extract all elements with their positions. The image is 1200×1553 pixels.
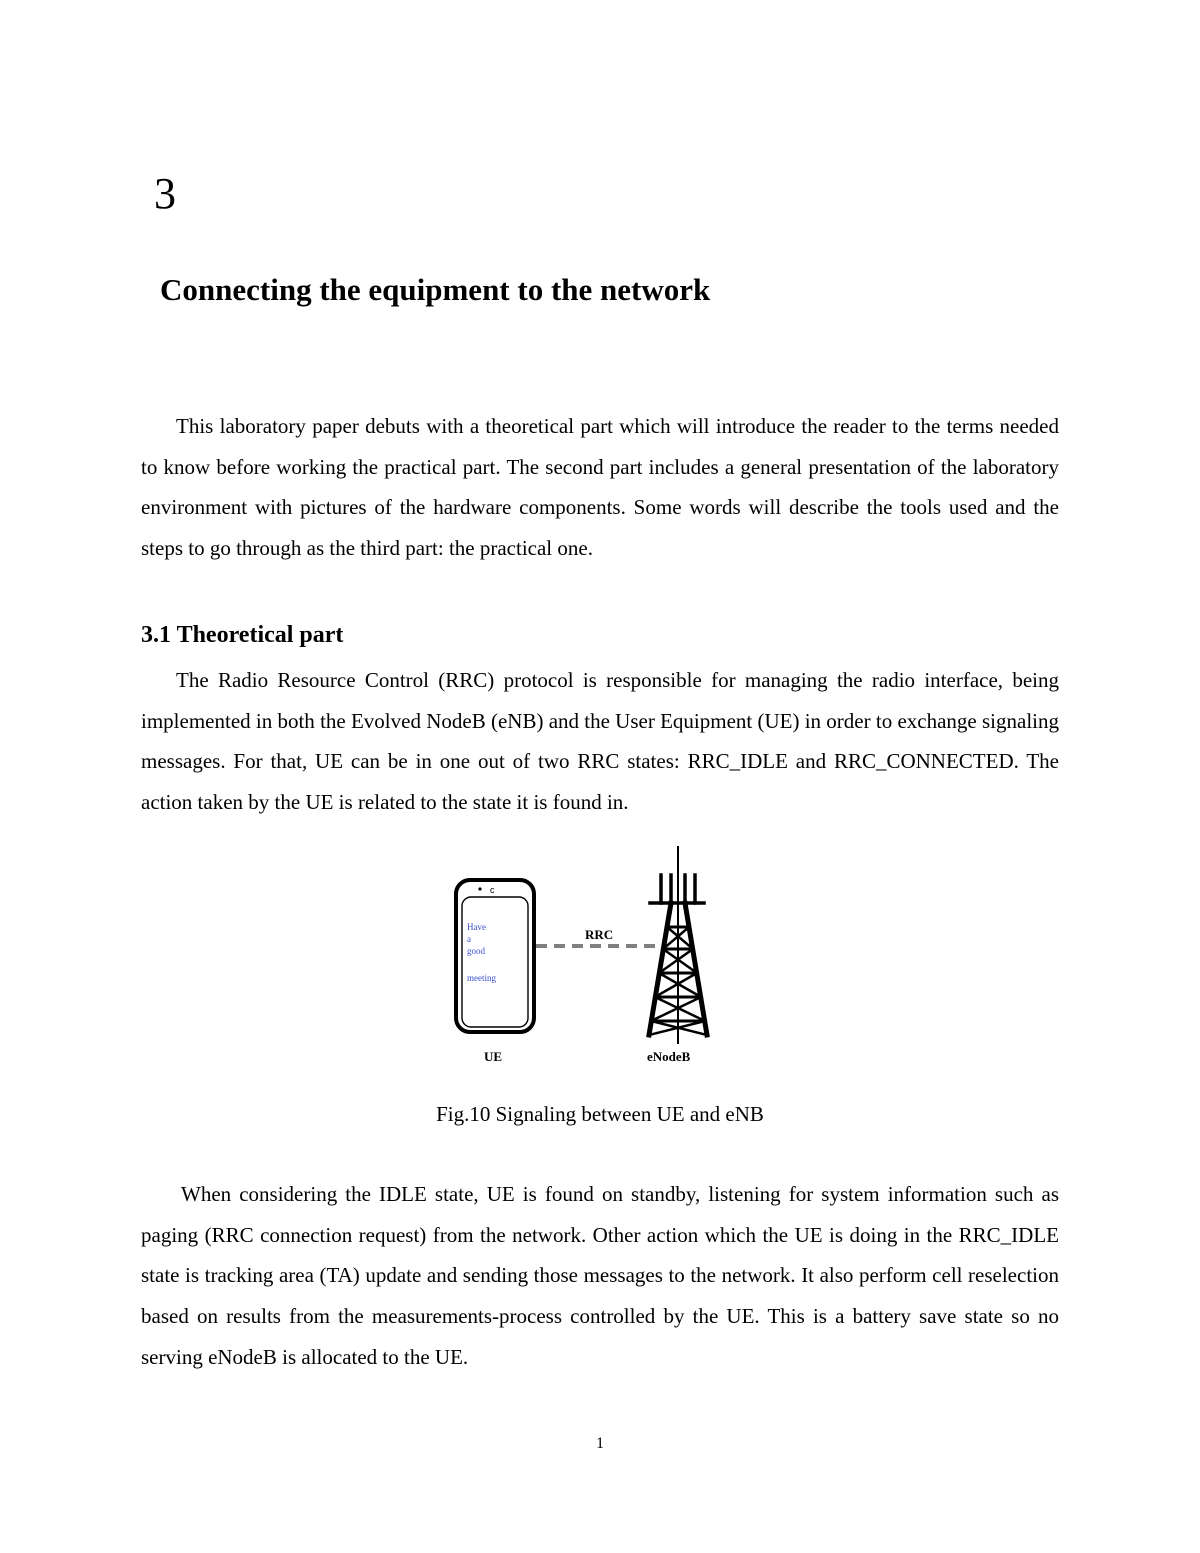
signaling-figure xyxy=(440,845,740,1075)
phone-screen-line: good xyxy=(467,946,485,956)
phone-screen-line: Have xyxy=(467,922,486,932)
intro-paragraph: This laboratory paper debuts with a theoretical part which will introduce the reader to the terms needed to know before working the practical part. The second part includes a general presentation of the laboratory environment with pictures of the hardware components. Some words will describe the tools used and the steps to go through as the third part: the practical one. xyxy=(141,414,1059,561)
figure-caption: Fig.10 Signaling between UE and eNB xyxy=(436,1102,764,1126)
ue-label: UE xyxy=(484,1049,503,1064)
section-heading-theoretical-part: 3.1 Theoretical part xyxy=(141,622,344,648)
svg-text:c: c xyxy=(490,885,495,895)
rrc-paragraph: The Radio Resource Control (RRC) protocol is responsible for managing the radio interface, being implemented in both the Evolved NodeB (eNB) and the User Equipment (UE) in order to exchange signaling messages. For that, UE can be in one out of two RRC states: RRC_IDLE and RRC_CONNECTED. The action taken by the UE is related to the state it is found in. xyxy=(141,668,1059,815)
idle-state-paragraph: When considering the IDLE state, UE is found on standby, listening for system information such as paging (RRC connection request) from the network. Other action which the UE is doing in the RRC_IDLE state is tracking area (TA) update and sending those messages to the network. It also perform cell reselection based on results from the measurements-process controlled by the UE. This is a battery save state so no serving eNodeB is allocated to the UE. xyxy=(141,1182,1059,1369)
chapter-number: 3 xyxy=(154,169,176,218)
cell-tower-icon xyxy=(649,847,707,1043)
page-number: 1 xyxy=(596,1435,604,1452)
phone-screen-line: meeting xyxy=(467,973,496,983)
chapter-title: Connecting the equipment to the network xyxy=(160,272,711,307)
phone-icon xyxy=(456,880,534,1032)
rrc-link-label: RRC xyxy=(585,927,614,942)
phone-screen-line: a xyxy=(467,934,471,944)
enodeb-label: eNodeB xyxy=(647,1049,691,1064)
